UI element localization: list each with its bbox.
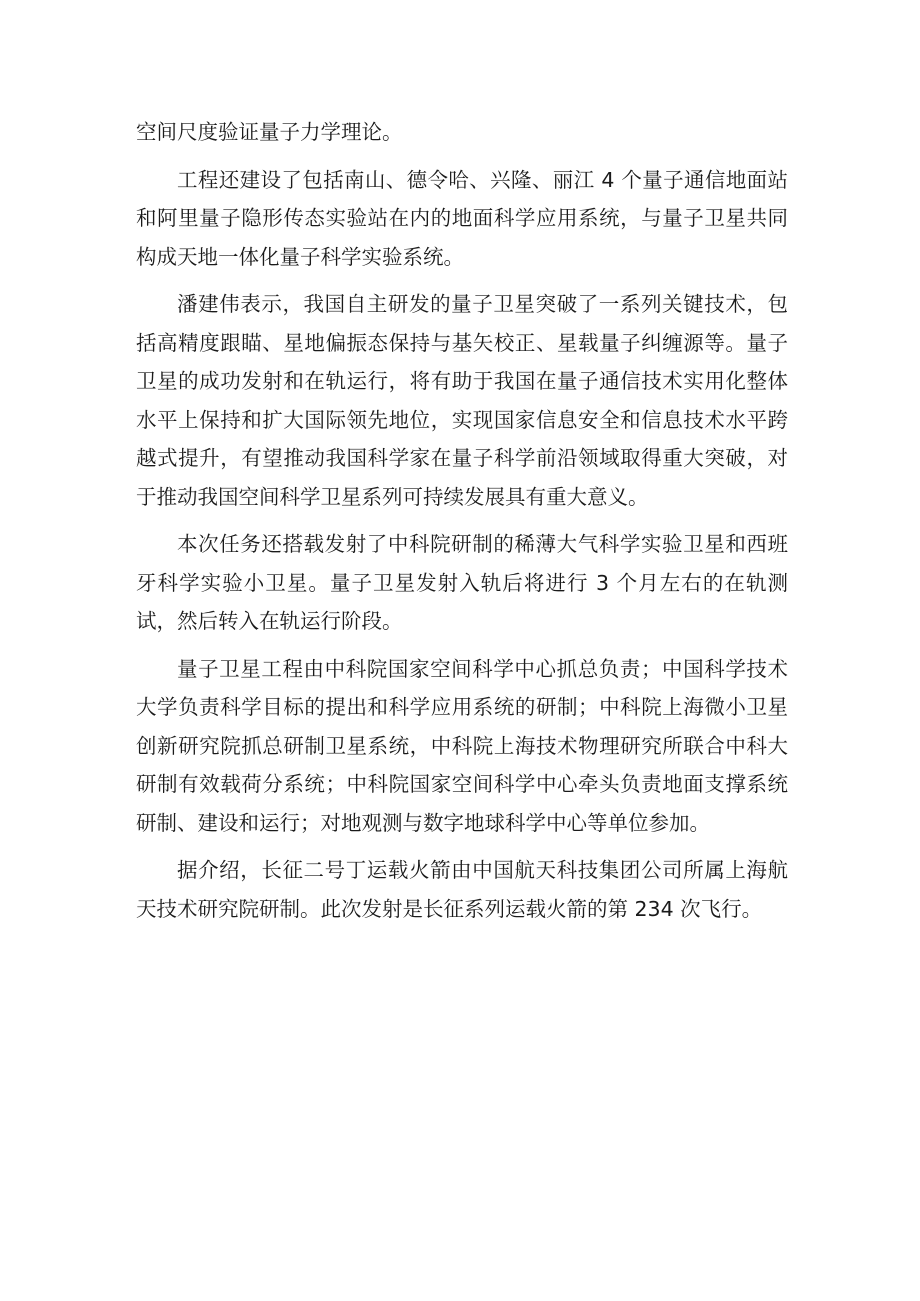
paragraph-rocket-info: 据介绍，长征二号丁运载火箭由中国航天科技集团公司所属上海航天技术研究院研制。此次发射是长征系列运载火箭的第 234 次飞行。 <box>136 858 788 921</box>
paragraph-pan-jianwei-remarks: 潘建伟表示，我国自主研发的量子卫星突破了一系列关键技术，包括高精度跟瞄、星地偏振态保持与基矢校正、星载量子纠缠源等。量子卫星的成功发射和在轨运行，将有助于我国在量子通信技术实用化整体水平上保持和扩大国际领先地位，实现国家信息安全和信息技术水平跨越式提升，有望推动我国科学家在量子科学前沿领域取得重大突破，对于推动我国空间科学卫星系列可持续发展具有重大意义。 <box>136 292 788 509</box>
paragraph-continuation: 空间尺度验证量子力学理论。 <box>136 120 403 144</box>
paragraph-ground-stations: 工程还建设了包括南山、德令哈、兴隆、丽江 4 个量子通信地面站和阿里量子隐形传态实验站在内的地面科学应用系统，与量子卫星共同构成天地一体化量子科学实验系统。 <box>136 167 788 269</box>
paragraph-mission-payloads: 本次任务还搭载发射了中科院研制的稀薄大气科学实验卫星和西班牙科学实验小卫星。量子卫星发射入轨后将进行 3 个月左右的在轨测试，然后转入在轨运行阶段。 <box>136 532 788 633</box>
article-body <box>136 113 788 937</box>
paragraph-project-organization: 量子卫星工程由中科院国家空间科学中心抓总负责；中国科学技术大学负责科学目标的提出和科学应用系统的研制；中科院上海微小卫星创新研究院抓总研制卫星系统，中科院上海技术物理研究所联合中科大研制有效载荷分系统；中科院国家空间科学中心牵头负责地面支撑系统研制、建设和运行；对地观测与数字地球科学中心等单位参加。 <box>136 656 788 835</box>
